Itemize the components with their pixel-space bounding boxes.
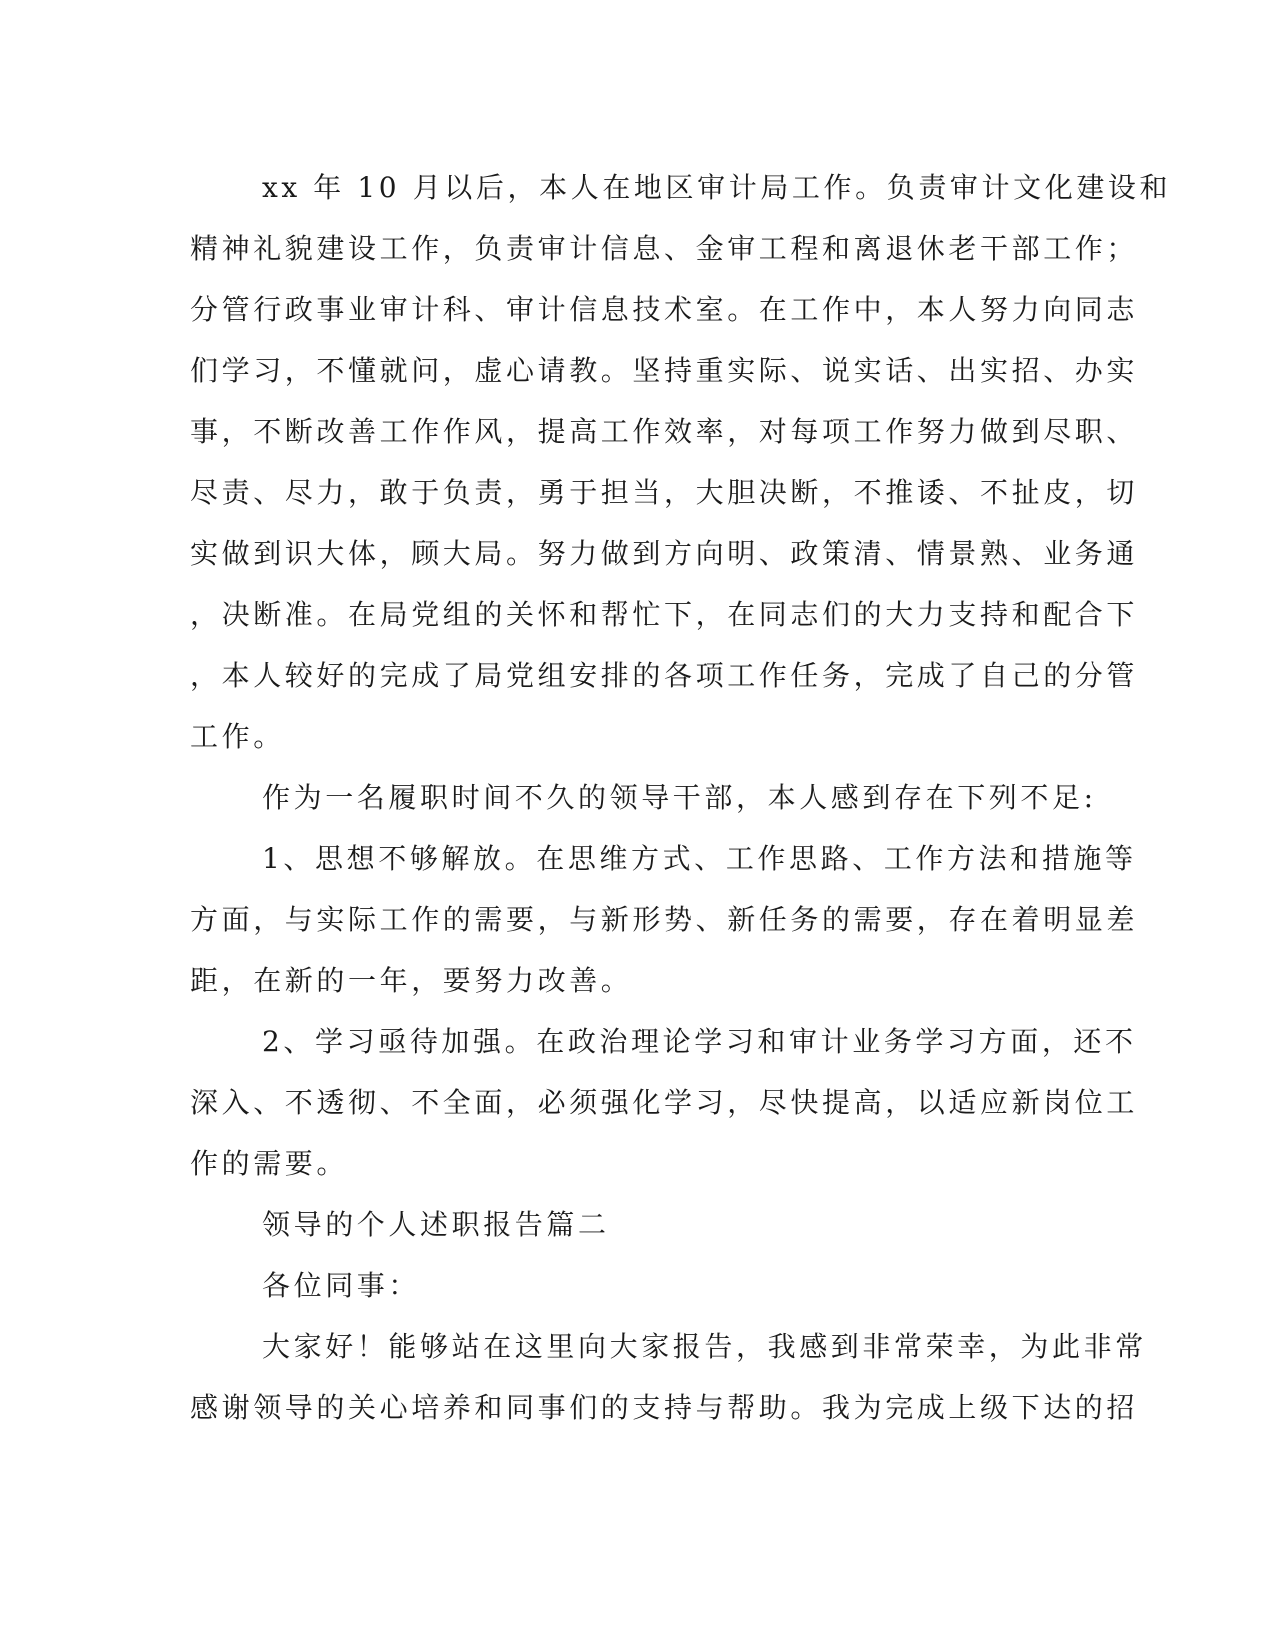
paragraph-1-line-4: 们学习，不懂就问，虚心请教。坚持重实际、说实话、出实招、办实 [190,354,1139,387]
paragraph-1-line-1: xx 年 10 月以后，本人在地区审计局工作。负责审计文化建设和 [262,171,1172,204]
paragraph-3-line-1: 1、思想不够解放。在思维方式、工作思路、工作方法和措施等 [262,842,1137,875]
paragraph-1-line-3: 分管行政事业审计科、审计信息技术室。在工作中，本人努力向同志 [190,293,1139,326]
salutation: 各位同事： [262,1269,421,1302]
paragraph-1-line-5: 事，不断改善工作作风，提高工作效率，对每项工作努力做到尽职、 [190,415,1139,448]
paragraph-1-line-2: 精神礼貌建设工作，负责审计信息、金审工程和离退休老干部工作； [190,232,1139,265]
paragraph-3-line-2: 方面，与实际工作的需要，与新形势、新任务的需要，存在着明显差 [190,903,1139,936]
paragraph-1-line-6: 尽责、尽力，敢于负责，勇于担当，大胆决断，不推诿、不扯皮，切 [190,476,1139,509]
paragraph-1-line-7: 实做到识大体，顾大局。努力做到方向明、政策清、情景熟、业务通 [190,537,1139,570]
paragraph-5-line-1: 大家好！能够站在这里向大家报告，我感到非常荣幸，为此非常 [262,1330,1147,1363]
paragraph-3-line-3: 距，在新的一年，要努力改善。 [190,964,633,997]
paragraph-4-line-3: 作的需要。 [190,1147,349,1180]
paragraph-2-line-1: 作为一名履职时间不久的领导干部，本人感到存在下列不足: [262,781,1097,814]
paragraph-4-line-1: 2、学习亟待加强。在政治理论学习和审计业务学习方面，还不 [262,1025,1137,1058]
paragraph-5-line-2: 感谢领导的关心培养和同事们的支持与帮助。我为完成上级下达的招 [190,1391,1139,1424]
paragraph-1-line-8: ，决断准。在局党组的关怀和帮忙下，在同志们的大力支持和配合下 [190,598,1139,631]
paragraph-4-line-2: 深入、不透彻、不全面，必须强化学习，尽快提高，以适应新岗位工 [190,1086,1139,1119]
paragraph-1-line-9: ，本人较好的完成了局党组安排的各项工作任务，完成了自己的分管 [190,659,1139,692]
section-heading: 领导的个人述职报告篇二 [262,1208,610,1241]
paragraph-1-line-10: 工作。 [190,720,285,753]
